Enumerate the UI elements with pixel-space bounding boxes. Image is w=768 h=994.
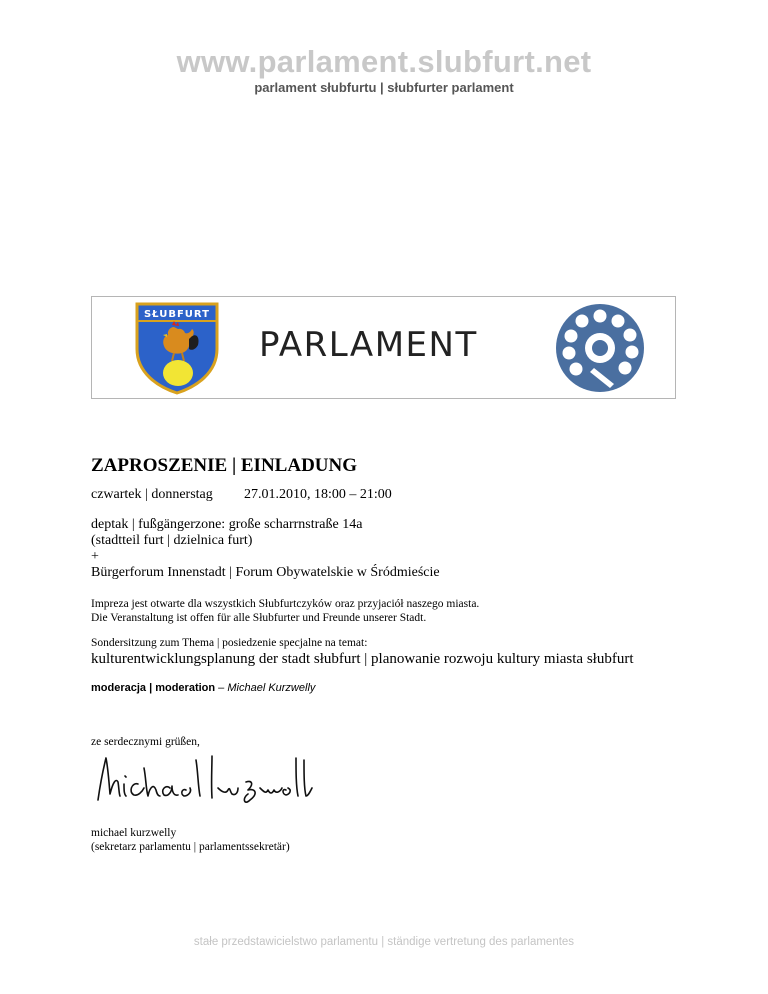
moderation-label: moderacja | moderation <box>91 682 216 694</box>
rotary-dial-icon <box>554 302 646 394</box>
topic-headline: kulturentwicklungsplanung der stadt słubfurt | planowanie rozwoju kultury miasta słubfurt <box>91 651 634 667</box>
signer-name: michael kurzwelly <box>91 827 177 839</box>
event-datetime: 27.01.2010, 18:00 – 21:00 <box>244 487 392 502</box>
signer-role: (sekretarz parlamentu | parlamentssekretär) <box>91 841 290 853</box>
location-line: Bürgerforum Innenstadt | Forum Obywatelskie w Śródmieście <box>91 565 440 580</box>
moderation-separator: – <box>215 682 228 694</box>
moderation-line <box>91 682 315 694</box>
moderator-name: Michael Kurzwelly <box>227 682 316 694</box>
open-note-polish: Impreza jest otwarte dla wszystkich Słubfurtczyków oraz przyjaciół naszego miasta. <box>91 598 480 610</box>
open-to-all-note <box>91 597 479 625</box>
banner-parlament-word: PARLAMENT <box>259 325 478 365</box>
footer-text: stałe przedstawicielstwo parlamentu | ständige vertretung des parlamentes <box>193 936 575 948</box>
event-location <box>91 517 440 581</box>
coat-of-arms-icon <box>134 301 220 395</box>
open-note-german: Die Veranstaltung ist offen für alle Słubfurter und Freunde unserer Stadt. <box>91 612 427 624</box>
topic-intro: Sondersitzung zum Thema | posiedzenie specjalne na temat: <box>91 637 368 649</box>
header-subtitle: parlament słubfurtu | słubfurter parlament <box>254 80 514 95</box>
header-url: www.parlament.slubfurt.net <box>176 44 592 79</box>
location-line: + <box>91 549 99 564</box>
coat-of-arms-text: SŁUBFURT <box>143 309 211 320</box>
event-when <box>91 487 392 503</box>
handwritten-signature-icon <box>86 748 316 810</box>
location-line: deptak | fußgängerzone: große scharrnstraße 14a <box>91 517 363 532</box>
location-line: (stadtteil furt | dzielnica furt) <box>91 533 253 548</box>
event-day: czwartek | donnerstag <box>91 487 213 502</box>
greeting: ze serdecznymi grüßen, <box>91 736 200 748</box>
signer <box>91 826 290 854</box>
parlament-banner <box>91 296 676 399</box>
invitation-title: ZAPROSZENIE | EINLADUNG <box>91 455 358 476</box>
session-topic <box>91 636 633 668</box>
